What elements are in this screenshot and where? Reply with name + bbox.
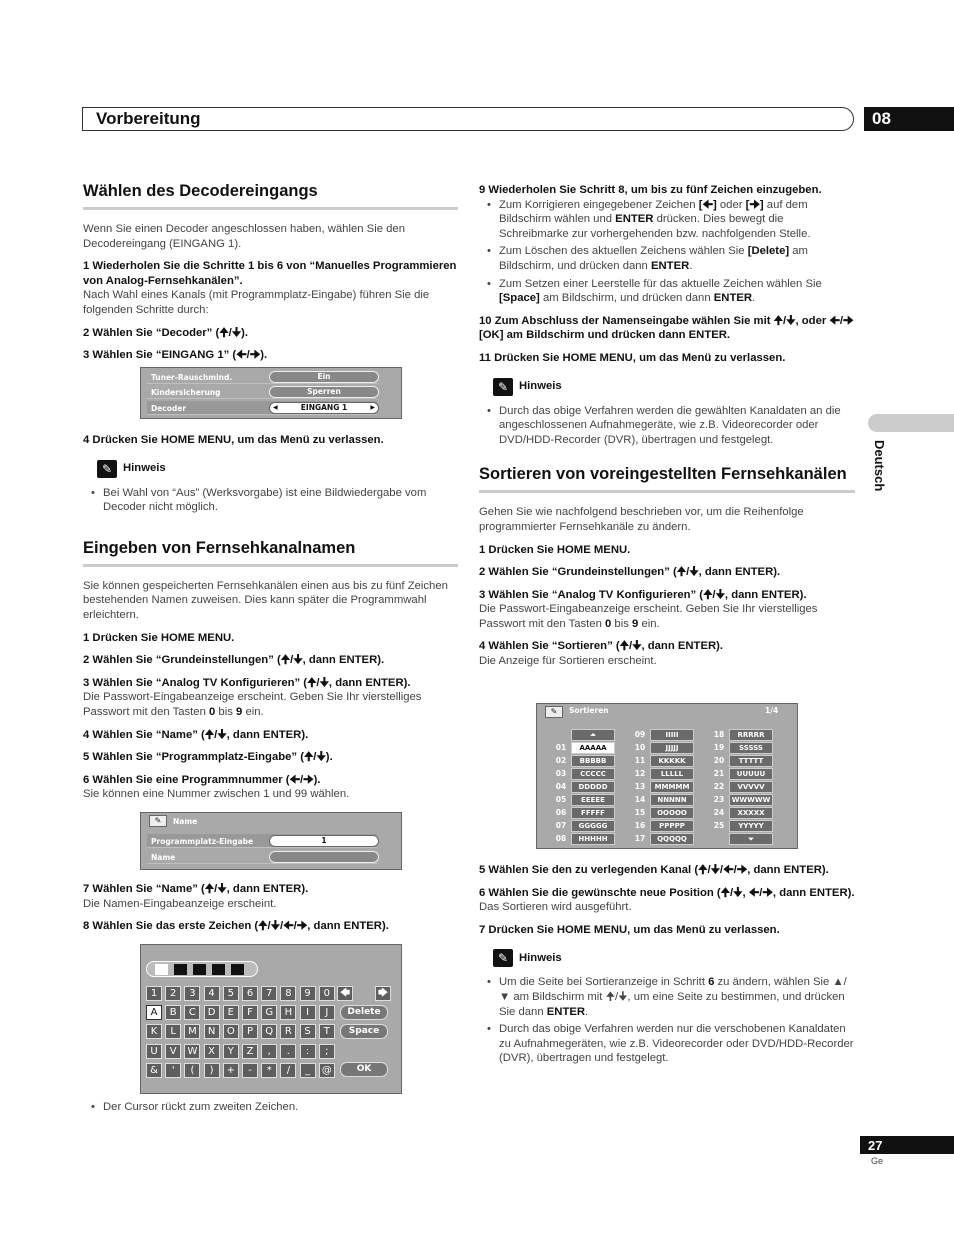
left-bullet <box>83 1100 458 1118</box>
key-button[interactable]: 7 <box>261 986 277 1001</box>
channel-number: 23 <box>713 795 725 804</box>
page-number: 27 <box>860 1136 954 1154</box>
key-button[interactable]: 6 <box>242 986 258 1001</box>
key-button[interactable]: H <box>280 1005 296 1020</box>
channel-name-cell[interactable]: LLLLL <box>650 768 694 780</box>
channel-name-cell[interactable]: FFFFF <box>571 807 615 819</box>
channel-number: 03 <box>555 769 567 778</box>
bullet: • Durch das obige Verfahren werden die gewählten Kanaldaten an die angeschlossenen Aufnahmegeräte, wie z.B. Videorecorder oder DVD/HDD-Recorder (DVR), übertragen und festgelegt. <box>479 404 855 448</box>
step: 5 Wählen Sie den zu verlegenden Kanal (🠉/🠋/🠈/🠊, dann ENTER). <box>479 864 829 876</box>
note-heading: ✎ Hinweis <box>493 949 855 967</box>
key-button[interactable]: V <box>165 1044 181 1059</box>
step: 9 Wiederholen Sie Schritt 8, um bis zu fünf Zeichen einzugeben. <box>479 184 822 196</box>
channel-name-cell[interactable]: SSSSS <box>729 742 773 754</box>
step: 3 Wählen Sie “Analog TV Konfigurieren” (🠉/🠋, dann ENTER). <box>479 588 807 601</box>
char-box <box>231 964 244 975</box>
channel-number: 11 <box>634 756 646 765</box>
key-button[interactable]: U <box>146 1044 162 1059</box>
key-button[interactable]: 9 <box>300 986 316 1001</box>
step: 1 Drücken Sie HOME MENU. <box>479 543 631 556</box>
key-button[interactable]: ) <box>204 1063 220 1078</box>
menu-row: Decoder <box>147 401 377 415</box>
step: 3 Wählen Sie “EINGANG 1” (🠈/🠊). <box>83 349 268 362</box>
key-button[interactable]: T <box>319 1024 335 1039</box>
delete-button[interactable]: Delete <box>340 1005 388 1020</box>
key-button[interactable]: R <box>280 1024 296 1039</box>
key-button[interactable]: ' <box>165 1063 181 1078</box>
menu-value[interactable]: Sperren <box>269 386 379 398</box>
key-button[interactable]: G <box>261 1005 277 1020</box>
left-arrow-icon[interactable]: ◀ <box>273 404 278 411</box>
note-heading: ✎ Hinweis <box>493 378 855 396</box>
cursor-left-button[interactable]: 🡄 <box>337 986 353 1001</box>
key-button[interactable]: W <box>184 1044 200 1059</box>
channel-number: 02 <box>555 756 567 765</box>
menu-row: Programmplatz-Eingabe <box>147 834 377 848</box>
bullet: • Durch das obige Verfahren werden nur die verschobenen Kanaldaten zu Aufnahmegeräten, wie z.B. Videorecorder oder DVD/HDD-Recorder (DVR), übertragen und festgelegt. <box>479 1022 855 1066</box>
left-column-top <box>83 181 458 371</box>
channel-name-cell[interactable]: YYYYY <box>729 820 773 832</box>
key-button[interactable]: I <box>300 1005 316 1020</box>
channel-name-cell[interactable]: WWWWW <box>729 794 773 806</box>
key-button[interactable]: - <box>242 1063 258 1078</box>
step: 7 Wählen Sie “Name” (🠉/🠋, dann ENTER). <box>83 883 309 895</box>
name-screen <box>140 812 402 870</box>
key-button[interactable]: K <box>146 1024 162 1039</box>
paragraph: Die Passwort-Eingabeanzeige erscheint. Geben Sie Ihr vierstelliges Passwort mit den Tasten 0 bis 9 ein. <box>479 603 818 630</box>
keyboard-screen <box>140 944 402 1094</box>
key-button[interactable]: X <box>204 1044 220 1059</box>
section-title: Sortieren von voreingestellten Fernsehkanälen <box>479 464 855 493</box>
channel-name-cell[interactable]: PPPPP <box>650 820 694 832</box>
channel-number: 13 <box>634 782 646 791</box>
key-button[interactable]: O <box>223 1024 239 1039</box>
page-down-button[interactable]: ⏷ <box>729 833 773 845</box>
channel-number: 19 <box>713 743 725 752</box>
step: 11 Drücken Sie HOME MENU, um das Menü zu verlassen. <box>479 351 786 364</box>
step: 2 Wählen Sie “Grundeinstellungen” (🠉/🠋, dann ENTER). <box>83 654 385 667</box>
side-tab <box>868 414 954 432</box>
step: 1 Wiederholen Sie die Schritte 1 bis 6 von “Manuelles Programmieren von Analog-Fernsehkanälen”. <box>83 260 457 287</box>
channel-number: 12 <box>634 769 646 778</box>
key-button[interactable]: Y <box>223 1044 239 1059</box>
step: 2 Wählen Sie “Grundeinstellungen” (🠉/🠋, dann ENTER). <box>479 566 781 579</box>
menu-row: Kindersicherung <box>147 385 377 399</box>
channel-number: 09 <box>634 730 646 739</box>
key-button[interactable]: A <box>146 1005 162 1020</box>
channel-name-cell[interactable]: DDDDD <box>571 781 615 793</box>
right-arrow-icon[interactable]: ▶ <box>370 404 375 411</box>
key-button[interactable]: & <box>146 1063 162 1078</box>
key-button[interactable]: M <box>184 1024 200 1039</box>
key-button[interactable]: / <box>280 1063 296 1078</box>
key-button[interactable]: E <box>223 1005 239 1020</box>
key-button[interactable]: * <box>261 1063 277 1078</box>
channel-number: 20 <box>713 756 725 765</box>
paragraph: Wenn Sie einen Decoder angeschlossen haben, wählen Sie den Decodereingang (EINGANG 1). <box>83 223 405 250</box>
bullet: • Zum Löschen des aktuellen Zeichens wählen Sie [Delete] am Bildschirm, und drücken dann ENTER. <box>479 244 855 273</box>
right-column-top <box>479 183 855 677</box>
channel-name-cell[interactable]: CCCCC <box>571 768 615 780</box>
cursor-right-button[interactable]: 🡆 <box>375 986 391 1001</box>
step: 4 Wählen Sie “Name” (🠉/🠋, dann ENTER). <box>83 728 309 741</box>
key-button[interactable]: B <box>165 1005 181 1020</box>
channel-number: 21 <box>713 769 725 778</box>
key-button[interactable]: 8 <box>280 986 296 1001</box>
paragraph: Sie können eine Nummer zwischen 1 und 99 wählen. <box>83 788 350 801</box>
step: 5 Wählen Sie “Programmplatz-Eingabe” (🠉/🠋). <box>83 751 333 764</box>
char-box <box>193 964 206 975</box>
step: 4 Wählen Sie “Sortieren” (🠉/🠋, dann ENTER). <box>479 640 724 653</box>
sort-screen <box>536 703 798 849</box>
step: 6 Wählen Sie die gewünschte neue Position (🠉/🠋, 🠈/🠊, dann ENTER). <box>479 886 855 899</box>
menu-row: Name <box>147 850 377 864</box>
channel-name-cell[interactable]: BBBBB <box>571 755 615 767</box>
channel-number: 25 <box>713 821 725 830</box>
note-pencil-icon: ✎ <box>493 378 513 396</box>
step: 8 Wählen Sie das erste Zeichen (🠉/🠋/🠈/🠊, dann ENTER). <box>83 920 389 933</box>
key-button[interactable]: N <box>204 1024 220 1039</box>
step: 1 Drücken Sie HOME MENU. <box>83 631 235 644</box>
menu-value[interactable]: Ein <box>269 371 379 383</box>
channel-name-cell[interactable]: VVVVV <box>729 781 773 793</box>
channel-name-cell[interactable]: NNNNN <box>650 794 694 806</box>
channel-name-cell[interactable]: KKKKK <box>650 755 694 767</box>
key-button[interactable]: 4 <box>204 986 220 1001</box>
page-up-button[interactable]: ⏶ <box>571 729 615 741</box>
channel-number: 22 <box>713 782 725 791</box>
channel-name-cell[interactable]: JJJJJ <box>650 742 694 754</box>
key-button[interactable]: @ <box>319 1063 335 1078</box>
channel-name-cell[interactable]: EEEEE <box>571 794 615 806</box>
channel-name-cell[interactable]: OOOOO <box>650 807 694 819</box>
paragraph: Nach Wahl eines Kanals (mit Programmplatz-Eingabe) führen Sie die folgenden Schritte durch: <box>83 289 430 316</box>
left-column-mid <box>83 433 458 810</box>
page-title: Vorbereitung <box>96 109 201 128</box>
channel-name-cell[interactable]: RRRRR <box>729 729 773 741</box>
section-title: Eingeben von Fernsehkanalnamen <box>83 538 458 567</box>
step: 2 Wählen Sie “Decoder” (🠉/🠋). <box>83 326 248 339</box>
left-column-bottom <box>83 882 458 942</box>
channel-number: 18 <box>713 730 725 739</box>
bullet: • Zum Korrigieren eingegebener Zeichen [🠈] oder [🠊] auf dem Bildschirm wählen und ENTER drücken. Dies bewegt die Schreibmarke zur vorhergehenden bzw. nachfolgenden Stelle. <box>479 198 855 242</box>
bullet: • Der Cursor rückt zum zweiten Zeichen. <box>83 1100 458 1115</box>
key-button[interactable]: D <box>204 1005 220 1020</box>
channel-name-cell[interactable]: HHHHH <box>571 833 615 845</box>
key-button[interactable]: Q <box>261 1024 277 1039</box>
key-button[interactable]: C <box>184 1005 200 1020</box>
key-button[interactable]: : <box>300 1044 316 1059</box>
paragraph: Die Namen-Eingabeanzeige erscheint. <box>83 897 277 910</box>
note-pencil-icon: ✎ <box>493 949 513 967</box>
section-title: Wählen des Decodereingangs <box>83 181 458 210</box>
screen-title: Sortieren <box>569 706 609 715</box>
key-button[interactable]: _ <box>300 1063 316 1078</box>
name-input-boxes[interactable] <box>146 961 258 977</box>
name-field[interactable] <box>269 851 379 863</box>
bullet: • Um die Seite bei Sortieranzeige in Schritt 6 zu ändern, wählen Sie ▲/▼ am Bildschirm mit 🠉/🠋, um eine Seite zu bestimmen, und drücken Sie dann ENTER. <box>479 975 855 1019</box>
page-indicator: 1/4 <box>765 706 779 715</box>
key-button[interactable]: J <box>319 1005 335 1020</box>
channel-number: 15 <box>634 808 646 817</box>
channel-name-cell[interactable]: MMMMM <box>650 781 694 793</box>
key-button[interactable]: ; <box>319 1044 335 1059</box>
channel-number: 10 <box>634 743 646 752</box>
paragraph: Die Anzeige für Sortieren erscheint. <box>479 655 657 668</box>
key-button[interactable]: 2 <box>165 986 181 1001</box>
channel-number: 14 <box>634 795 646 804</box>
paragraph: Das Sortieren wird ausgeführt. <box>479 901 632 914</box>
char-box <box>212 964 225 975</box>
paragraph: Gehen Sie wie nachfolgend beschrieben vor, um die Reihenfolge programmierter Fernsehkanäle zu ändern. <box>479 506 804 533</box>
channel-number: 24 <box>713 808 725 817</box>
key-button[interactable]: ( <box>184 1063 200 1078</box>
bullet: • Bei Wahl von “Aus” (Werksvorgabe) ist eine Bildwiedergabe vom Decoder nicht möglich. <box>83 486 458 515</box>
char-box <box>155 964 168 975</box>
space-button[interactable]: Space <box>340 1024 388 1039</box>
channel-name-cell[interactable]: XXXXX <box>729 807 773 819</box>
ok-button[interactable]: OK <box>340 1062 388 1077</box>
step: 4 Drücken Sie HOME MENU, um das Menü zu verlassen. <box>83 434 384 446</box>
note-heading: ✎ Hinweis <box>97 460 458 478</box>
channel-name-cell[interactable]: QQQQQ <box>650 833 694 845</box>
chapter-number: 08 <box>864 107 954 131</box>
screen-title: Name <box>173 817 198 826</box>
channel-number: 04 <box>555 782 567 791</box>
channel-name-cell[interactable]: AAAAA <box>571 742 615 754</box>
channel-number: 01 <box>555 743 567 752</box>
paragraph: Die Passwort-Eingabeanzeige erscheint. Geben Sie Ihr vierstelliges Passwort mit den Tasten 0 bis 9 ein. <box>83 691 422 718</box>
key-button[interactable]: P <box>242 1024 258 1039</box>
menu-row: Tuner-Rauschmind. <box>147 370 377 384</box>
decoder-screen <box>140 367 402 419</box>
channel-name-cell[interactable]: GGGGG <box>571 820 615 832</box>
key-button[interactable]: 5 <box>223 986 239 1001</box>
paragraph: Sie können gespeicherten Fernsehkanälen einen aus bis zu fünf Zeichen bestehenden Namen zuweisen. Dies kann später die Programmwahl erleichtern. <box>83 579 448 621</box>
program-number-field[interactable]: 1 <box>269 835 379 847</box>
key-button[interactable]: Z <box>242 1044 258 1059</box>
key-button[interactable]: 3 <box>184 986 200 1001</box>
char-box <box>174 964 187 975</box>
channel-number: 07 <box>555 821 567 830</box>
step: 10 Zum Abschluss der Namenseingabe wählen Sie mit 🠉/🠋, oder 🠈/🠊 [OK] am Bildschirm und drücken dann ENTER. <box>479 314 854 342</box>
key-button[interactable]: , <box>261 1044 277 1059</box>
decoder-value[interactable]: ◀ EINGANG 1 ▶ <box>269 402 379 414</box>
channel-name-cell[interactable]: IIIII <box>650 729 694 741</box>
channel-number: 05 <box>555 795 567 804</box>
channel-name-cell[interactable]: UUUUU <box>729 768 773 780</box>
step: 6 Wählen Sie eine Programmnummer (🠈/🠊). <box>83 773 321 786</box>
step: 3 Wählen Sie “Analog TV Konfigurieren” (🠉/🠋, dann ENTER). <box>83 676 411 689</box>
key-button[interactable]: + <box>223 1063 239 1078</box>
bullet: • Zum Setzen einer Leerstelle für das aktuelle Zeichen wählen Sie [Space] am Bildschirm, und drücken dann ENTER. <box>479 277 855 306</box>
channel-number: 08 <box>555 834 567 843</box>
key-button[interactable]: 0 <box>319 986 335 1001</box>
key-button[interactable]: . <box>280 1044 296 1059</box>
step: 7 Drücken Sie HOME MENU, um das Menü zu verlassen. <box>479 923 780 936</box>
channel-number: 06 <box>555 808 567 817</box>
key-button[interactable]: 1 <box>146 986 162 1001</box>
channel-number: 17 <box>634 834 646 843</box>
key-button[interactable]: S <box>300 1024 316 1039</box>
page-language: Ge <box>871 1156 884 1166</box>
note-pencil-icon: ✎ <box>97 460 117 478</box>
tv-icon: ✎ <box>149 815 167 827</box>
tv-icon: ✎ <box>545 706 563 718</box>
right-column-bottom <box>479 863 855 1069</box>
channel-name-cell[interactable]: TTTTT <box>729 755 773 767</box>
key-button[interactable]: L <box>165 1024 181 1039</box>
side-tab-label: Deutsch <box>872 440 887 492</box>
key-button[interactable]: F <box>242 1005 258 1020</box>
channel-number: 16 <box>634 821 646 830</box>
